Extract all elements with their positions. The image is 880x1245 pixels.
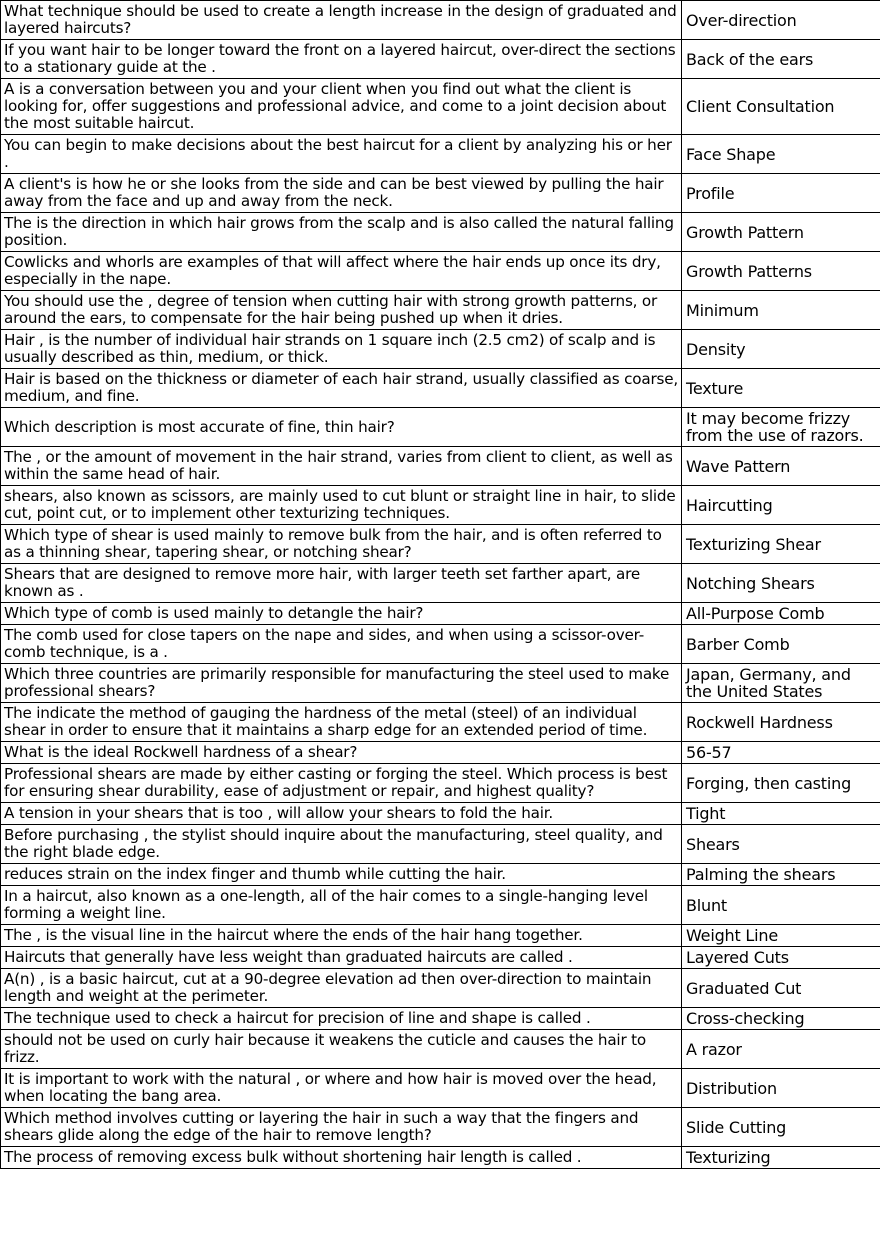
flashcard-question: Before purchasing , the stylist should inquire about the manufacturing, steel quality, and the right blade edge. <box>1 825 682 864</box>
flashcard-row <box>1 369 880 408</box>
flashcard-row <box>1 252 880 291</box>
flashcard-row <box>1 603 880 625</box>
flashcard-row <box>1 825 880 864</box>
flashcard-answer: Growth Pattern <box>682 213 880 252</box>
flashcard-row <box>1 1147 880 1169</box>
flashcard-answer: Distribution <box>682 1069 880 1108</box>
flashcard-question: You can begin to make decisions about the best haircut for a client by analyzing his or her . <box>1 135 682 174</box>
flashcard-answer: Palming the shears <box>682 864 880 886</box>
flashcard-answer: Growth Patterns <box>682 252 880 291</box>
flashcard-answer: Shears <box>682 825 880 864</box>
flashcard-answer: Cross-checking <box>682 1008 880 1030</box>
flashcard-row <box>1 947 880 969</box>
flashcard-answer: Forging, then casting <box>682 764 880 803</box>
flashcard-question: A is a conversation between you and your client when you find out what the client is looking for, offer suggestions and professional advice, and come to a joint decision about the most suitable haircut. <box>1 79 682 135</box>
flashcard-question: reduces strain on the index finger and thumb while cutting the hair. <box>1 864 682 886</box>
flashcard-answer: Minimum <box>682 291 880 330</box>
flashcard-row <box>1 886 880 925</box>
flashcard-question: The , or the amount of movement in the hair strand, varies from client to client, as well as within the same head of hair. <box>1 447 682 486</box>
flashcard-question: Professional shears are made by either casting or forging the steel. Which process is best for ensuring shear durability, ease of adjustment or repair, and highest quality? <box>1 764 682 803</box>
flashcard-question: should not be used on curly hair because it weakens the cuticle and causes the hair to frizz. <box>1 1030 682 1069</box>
flashcard-row <box>1 925 880 947</box>
flashcard-row <box>1 1069 880 1108</box>
flashcard-question: A(n) , is a basic haircut, cut at a 90-degree elevation ad then over-direction to maintain length and weight at the perimeter. <box>1 969 682 1008</box>
flashcard-answer: Client Consultation <box>682 79 880 135</box>
flashcard-answer: Rockwell Hardness <box>682 703 880 742</box>
flashcard-row <box>1 864 880 886</box>
flashcard-question: Hair is based on the thickness or diameter of each hair strand, usually classified as coarse, medium, and fine. <box>1 369 682 408</box>
flashcard-row <box>1 1030 880 1069</box>
flashcard-question: The process of removing excess bulk without shortening hair length is called . <box>1 1147 682 1169</box>
flashcard-answer: Layered Cuts <box>682 947 880 969</box>
flashcard-answer: Back of the ears <box>682 40 880 79</box>
flashcard-question: The is the direction in which hair grows from the scalp and is also called the natural falling position. <box>1 213 682 252</box>
flashcard-answer: Graduated Cut <box>682 969 880 1008</box>
flashcard-question: Which method involves cutting or layering the hair in such a way that the fingers and shears glide along the edge of the hair to remove length? <box>1 1108 682 1147</box>
flashcard-answer: Blunt <box>682 886 880 925</box>
flashcard-answer: Slide Cutting <box>682 1108 880 1147</box>
flashcard-answer: Haircutting <box>682 486 880 525</box>
flashcard-answer: Barber Comb <box>682 625 880 664</box>
flashcard-question: What technique should be used to create a length increase in the design of graduated and layered haircuts? <box>1 1 682 40</box>
flashcard-row <box>1 174 880 213</box>
flashcard-answer: Texturizing Shear <box>682 525 880 564</box>
flashcard-question: The , is the visual line in the haircut where the ends of the hair hang together. <box>1 925 682 947</box>
flashcard-question: The comb used for close tapers on the nape and sides, and when using a scissor-over-comb technique, is a . <box>1 625 682 664</box>
flashcard-question: Which description is most accurate of fine, thin hair? <box>1 408 682 447</box>
flashcard-question: If you want hair to be longer toward the front on a layered haircut, over-direct the sections to a stationary guide at the . <box>1 40 682 79</box>
flashcard-question: shears, also known as scissors, are mainly used to cut blunt or straight line in hair, to slide cut, point cut, or to implement other texturizing techniques. <box>1 486 682 525</box>
flashcard-question: A client's is how he or she looks from the side and can be best viewed by pulling the hair away from the face and up and away from the neck. <box>1 174 682 213</box>
flashcard-row <box>1 447 880 486</box>
flashcard-row <box>1 525 880 564</box>
flashcard-answer: Face Shape <box>682 135 880 174</box>
flashcard-answer: All-Purpose Comb <box>682 603 880 625</box>
flashcard-row <box>1 1 880 40</box>
flashcard-question: The technique used to check a haircut for precision of line and shape is called . <box>1 1008 682 1030</box>
flashcard-question: Cowlicks and whorls are examples of that will affect where the hair ends up once its dry, especially in the nape. <box>1 252 682 291</box>
flashcard-row <box>1 703 880 742</box>
flashcard-table-body <box>1 1 880 1169</box>
flashcard-row <box>1 291 880 330</box>
flashcard-row <box>1 969 880 1008</box>
flashcard-row <box>1 1108 880 1147</box>
flashcard-answer: Notching Shears <box>682 564 880 603</box>
flashcard-row <box>1 408 880 447</box>
flashcard-answer: Texture <box>682 369 880 408</box>
flashcard-row <box>1 564 880 603</box>
flashcard-row <box>1 625 880 664</box>
flashcard-row <box>1 486 880 525</box>
flashcard-question: Shears that are designed to remove more hair, with larger teeth set farther apart, are known as . <box>1 564 682 603</box>
flashcard-row <box>1 803 880 825</box>
flashcard-answer: Japan, Germany, and the United States <box>682 664 880 703</box>
flashcard-answer: Profile <box>682 174 880 213</box>
flashcard-row <box>1 79 880 135</box>
flashcard-answer: Density <box>682 330 880 369</box>
flashcard-answer: Tight <box>682 803 880 825</box>
flashcard-row <box>1 1008 880 1030</box>
flashcard-question: Haircuts that generally have less weight than graduated haircuts are called . <box>1 947 682 969</box>
flashcard-answer: Over-direction <box>682 1 880 40</box>
flashcard-row <box>1 742 880 764</box>
flashcard-question: A tension in your shears that is too , will allow your shears to fold the hair. <box>1 803 682 825</box>
flashcard-row <box>1 764 880 803</box>
flashcard-question: Which three countries are primarily responsible for manufacturing the steel used to make professional shears? <box>1 664 682 703</box>
flashcard-answer: Weight Line <box>682 925 880 947</box>
flashcard-answer: 56-57 <box>682 742 880 764</box>
flashcard-question: You should use the , degree of tension when cutting hair with strong growth patterns, or around the ears, to compensate for the hair being pushed up when it dries. <box>1 291 682 330</box>
flashcard-question: Which type of shear is used mainly to remove bulk from the hair, and is often referred to as a thinning shear, tapering shear, or notching shear? <box>1 525 682 564</box>
flashcard-answer: A razor <box>682 1030 880 1069</box>
flashcard-row <box>1 664 880 703</box>
flashcard-question: Which type of comb is used mainly to detangle the hair? <box>1 603 682 625</box>
flashcard-answer: It may become frizzy from the use of razors. <box>682 408 880 447</box>
flashcard-row <box>1 135 880 174</box>
flashcard-question: Hair , is the number of individual hair strands on 1 square inch (2.5 cm2) of scalp and is usually described as thin, medium, or thick. <box>1 330 682 369</box>
flashcard-question: The indicate the method of gauging the hardness of the metal (steel) of an individual shear in order to ensure that it maintains a sharp edge for an extended period of time. <box>1 703 682 742</box>
flashcard-row <box>1 40 880 79</box>
flashcard-answer: Texturizing <box>682 1147 880 1169</box>
flashcard-row <box>1 213 880 252</box>
flashcard-question: It is important to work with the natural , or where and how hair is moved over the head, when locating the bang area. <box>1 1069 682 1108</box>
flashcard-question: What is the ideal Rockwell hardness of a shear? <box>1 742 682 764</box>
flashcard-question: In a haircut, also known as a one-length, all of the hair comes to a single-hanging level forming a weight line. <box>1 886 682 925</box>
flashcard-row <box>1 330 880 369</box>
flashcard-answer: Wave Pattern <box>682 447 880 486</box>
